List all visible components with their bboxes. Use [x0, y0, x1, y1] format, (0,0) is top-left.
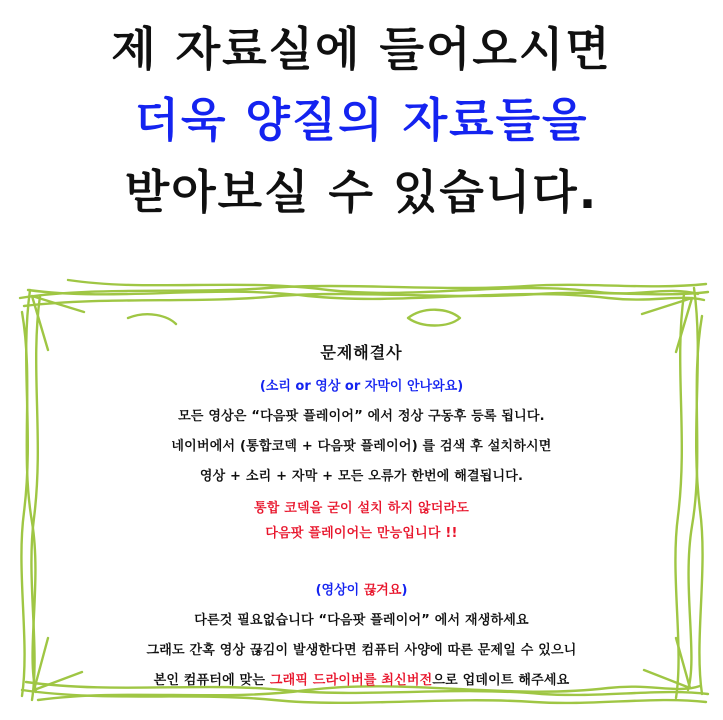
final-line-part3: 으로 업데이트 해주세요: [432, 673, 570, 688]
section2-line-1: 다른것 필요없습니다 “다음팟 플레이어” 에서 재생하세요: [194, 613, 529, 628]
section2-line-2: 그래도 간혹 영상 끊김이 발생한다면 컴퓨터 사양에 따른 문제일 수 있으니: [146, 643, 577, 658]
section-divider-space: [40, 541, 683, 567]
section2-final-line: [40, 669, 683, 688]
section1-line-3: 영상 + 소리 + 자막 + 모든 오류가 한번에 해결됩니다.: [199, 469, 524, 484]
section1-line-2: 네이버에서 (통합코덱 + 다음팟 플레이어) 를 검색 후 설치하시면: [171, 439, 552, 454]
section1-subtitle: (소리 or 영상 or 자막이 안나와요): [259, 379, 464, 394]
section2-subtitle-emphasis: 끊겨요: [363, 583, 402, 598]
note-content: [40, 292, 683, 690]
headline-line-3: 받아보실 수 있습니다.: [124, 164, 599, 219]
section1-warning-2: 다음팟 플레이어는 만능입니다 !!: [265, 526, 458, 541]
headline-line-1: 제 자료실에 들어오시면: [111, 22, 612, 76]
section1-warning-1: 통합 코덱을 굳이 설치 하지 않더라도: [254, 501, 469, 516]
section2-subtitle-suffix: ): [401, 583, 408, 598]
headline-block: [0, 14, 723, 228]
section2-subtitle-prefix: (영상이: [315, 583, 364, 598]
note-title: 문제해결사: [320, 343, 403, 362]
section1-line-1: 모든 영상은 “다음팟 플레이어” 에서 정상 구동후 등록 됩니다.: [178, 409, 545, 424]
section2-subtitle: [40, 579, 683, 598]
final-line-part2: 그래픽 드라이버를 최신버전: [269, 673, 433, 688]
headline-line-2: 더욱 양질의 자료들을: [134, 93, 589, 148]
final-line-part1: 본인 컴퓨터에 맞는: [153, 673, 270, 688]
